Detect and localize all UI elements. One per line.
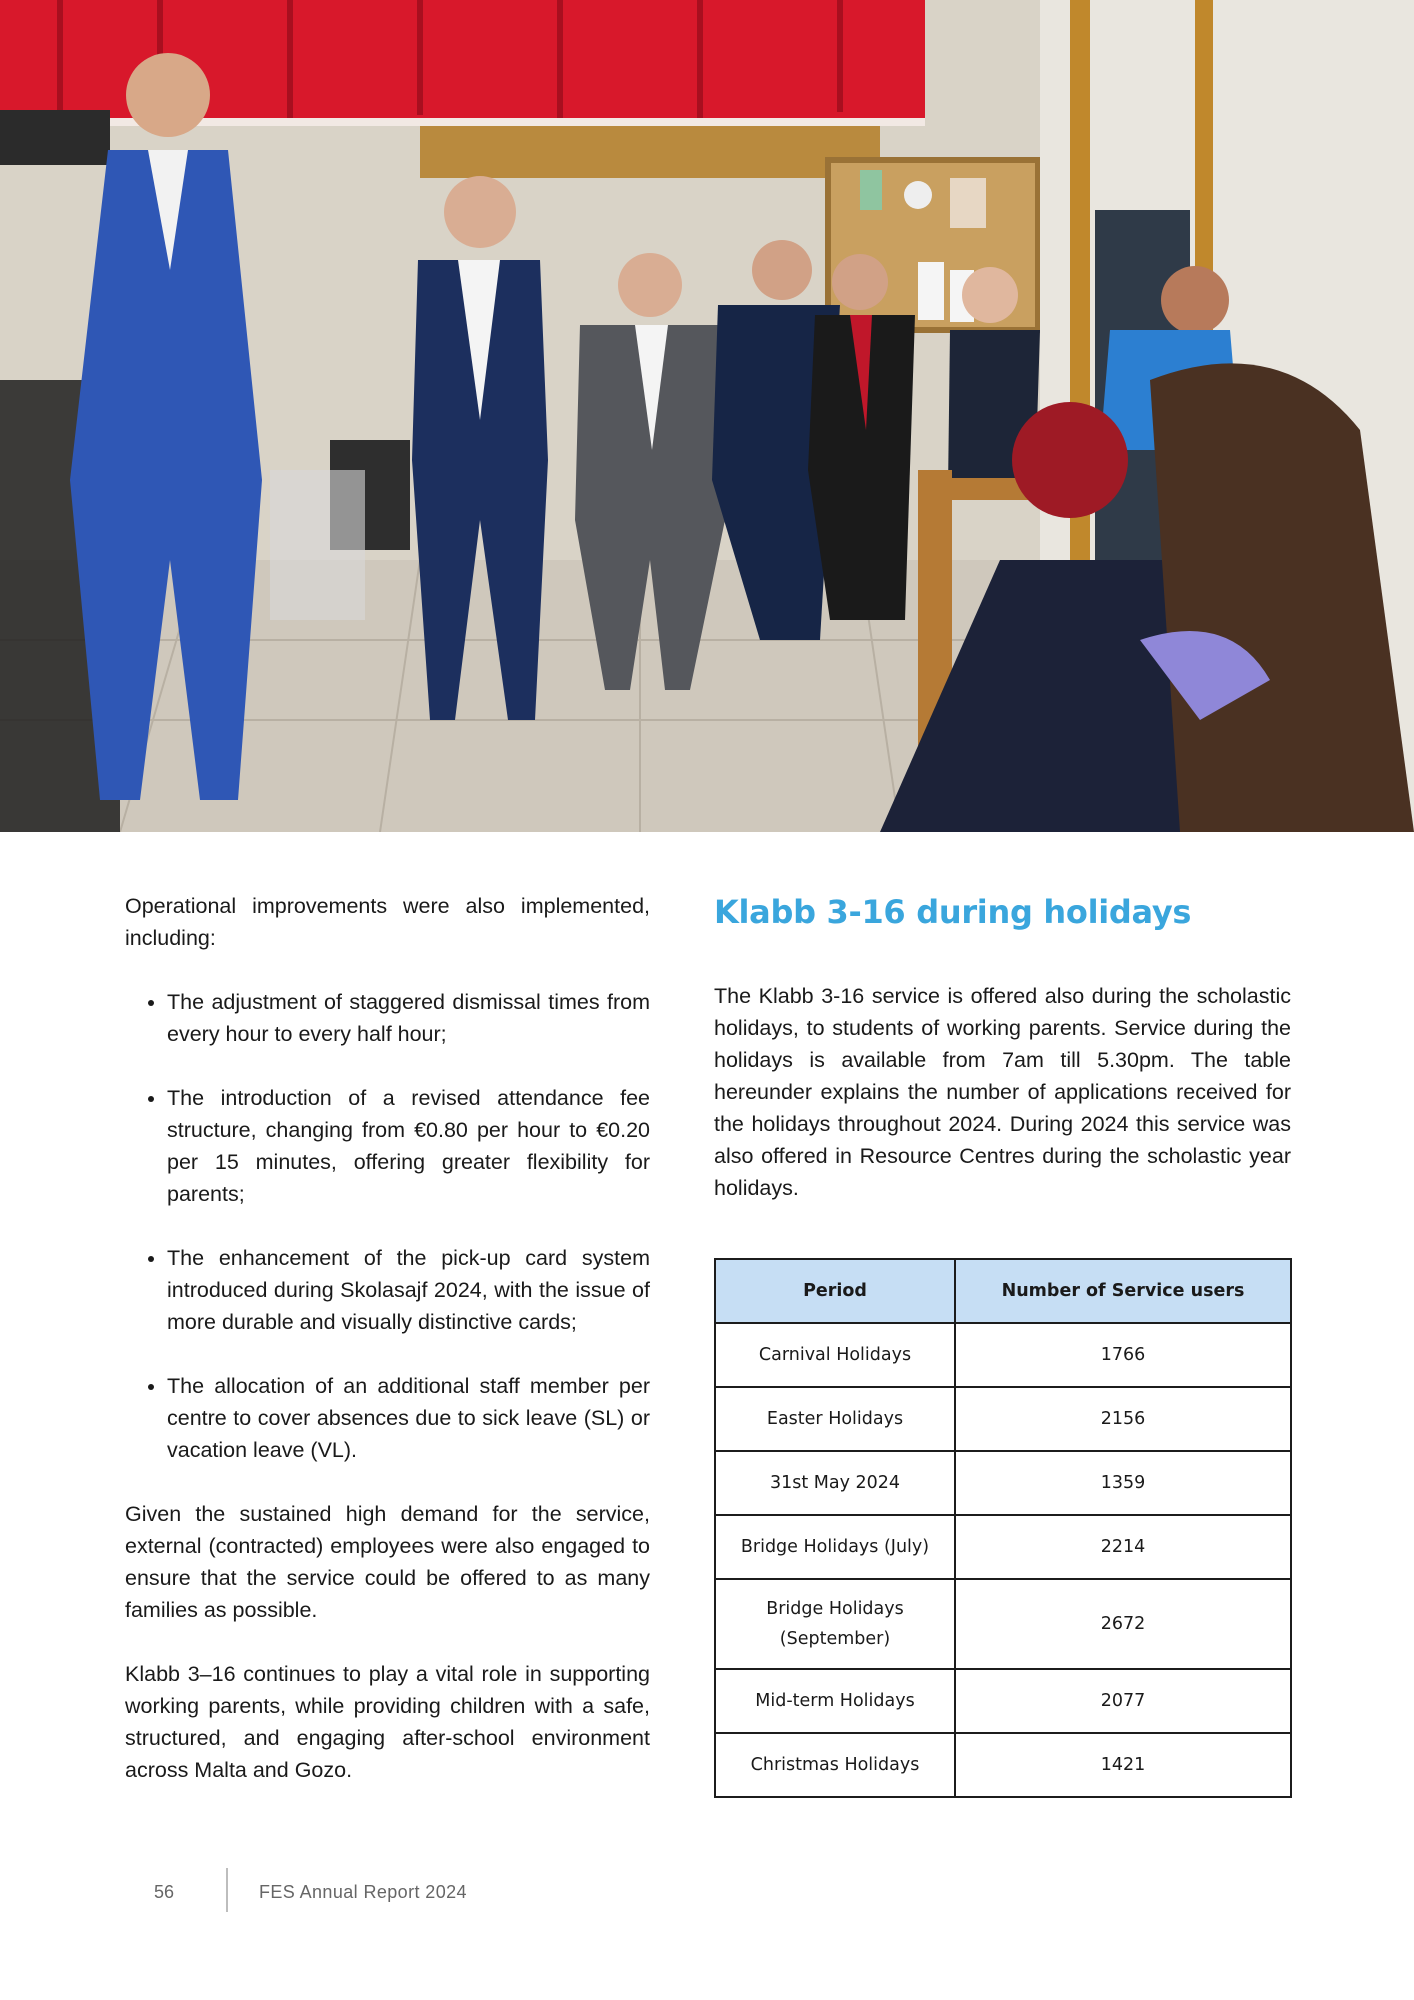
period-cell: Christmas Holidays — [715, 1733, 955, 1797]
users-cell: 2156 — [955, 1387, 1291, 1451]
right-column — [714, 890, 1291, 1204]
table-row — [715, 1733, 1291, 1797]
users-cell: 1421 — [955, 1733, 1291, 1797]
table-row — [715, 1451, 1291, 1515]
period-cell: Bridge Holidays (July) — [715, 1515, 955, 1579]
period-cell: Easter Holidays — [715, 1387, 955, 1451]
report-name: FES Annual Report 2024 — [259, 1882, 467, 1902]
users-cell: 1766 — [955, 1323, 1291, 1387]
period-cell: Carnival Holidays — [715, 1323, 955, 1387]
holidays-paragraph: The Klabb 3-16 service is offered also during the scholastic holidays, to students of working parents. Service during the holidays is available from 7am till 5.30pm. The table hereunder explains the number of applications received for the holidays throughout 2024. During 2024 this service was also offered in Resource Centres during the scholastic year holidays. — [714, 984, 1291, 1200]
footer-divider — [226, 1868, 228, 1912]
table-row — [715, 1387, 1291, 1451]
page-footer — [0, 1868, 1414, 1916]
users-cell: 1359 — [955, 1451, 1291, 1515]
role-paragraph: Klabb 3–16 continues to play a vital role in supporting working parents, while providing children with a safe, structured, and engaging after-school environment across Malta and Gozo. — [125, 1662, 650, 1782]
improvements-list — [125, 986, 650, 1466]
period-cell: Mid-term Holidays — [715, 1669, 955, 1733]
demand-paragraph: Given the sustained high demand for the service, external (contracted) employees were also engaged to ensure that the service could be offered to as many families as possible. — [125, 1502, 650, 1622]
period-cell: 31st May 2024 — [715, 1451, 955, 1515]
page-number: 56 — [154, 1882, 175, 1902]
list-item: • The enhancement of the pick-up card system introduced during Skolasajf 2024, with the issue of more durable and visually distinctive cards; — [167, 1242, 650, 1338]
table-header-row — [715, 1259, 1291, 1323]
section-heading: Klabb 3-16 during holidays — [714, 893, 1192, 931]
users-cell: 2077 — [955, 1669, 1291, 1733]
student — [1012, 402, 1128, 518]
period-cell: Bridge Holidays (September) — [715, 1579, 955, 1669]
classroom-visit-illustration — [0, 0, 1414, 832]
users-cell: 2672 — [955, 1579, 1291, 1669]
table-row — [715, 1515, 1291, 1579]
header-photo — [0, 0, 1414, 832]
left-column — [125, 890, 650, 1786]
list-item: • The introduction of a revised attendance fee structure, changing from €0.80 per hour to €0.20 per 15 minutes, offering greater flexibility for parents; — [167, 1082, 650, 1210]
header-period: Period — [715, 1259, 955, 1323]
service-users-table — [714, 1258, 1292, 1798]
intro-paragraph: Operational improvements were also implemented, including: — [125, 894, 650, 950]
table-row — [715, 1579, 1291, 1669]
users-cell: 2214 — [955, 1515, 1291, 1579]
list-item: • The adjustment of staggered dismissal times from every hour to every half hour; — [167, 986, 650, 1050]
header-users: Number of Service users — [955, 1259, 1291, 1323]
list-item: • The allocation of an additional staff member per centre to cover absences due to sick leave (SL) or vacation leave (VL). — [167, 1370, 650, 1466]
table-row — [715, 1669, 1291, 1733]
table-row — [715, 1323, 1291, 1387]
